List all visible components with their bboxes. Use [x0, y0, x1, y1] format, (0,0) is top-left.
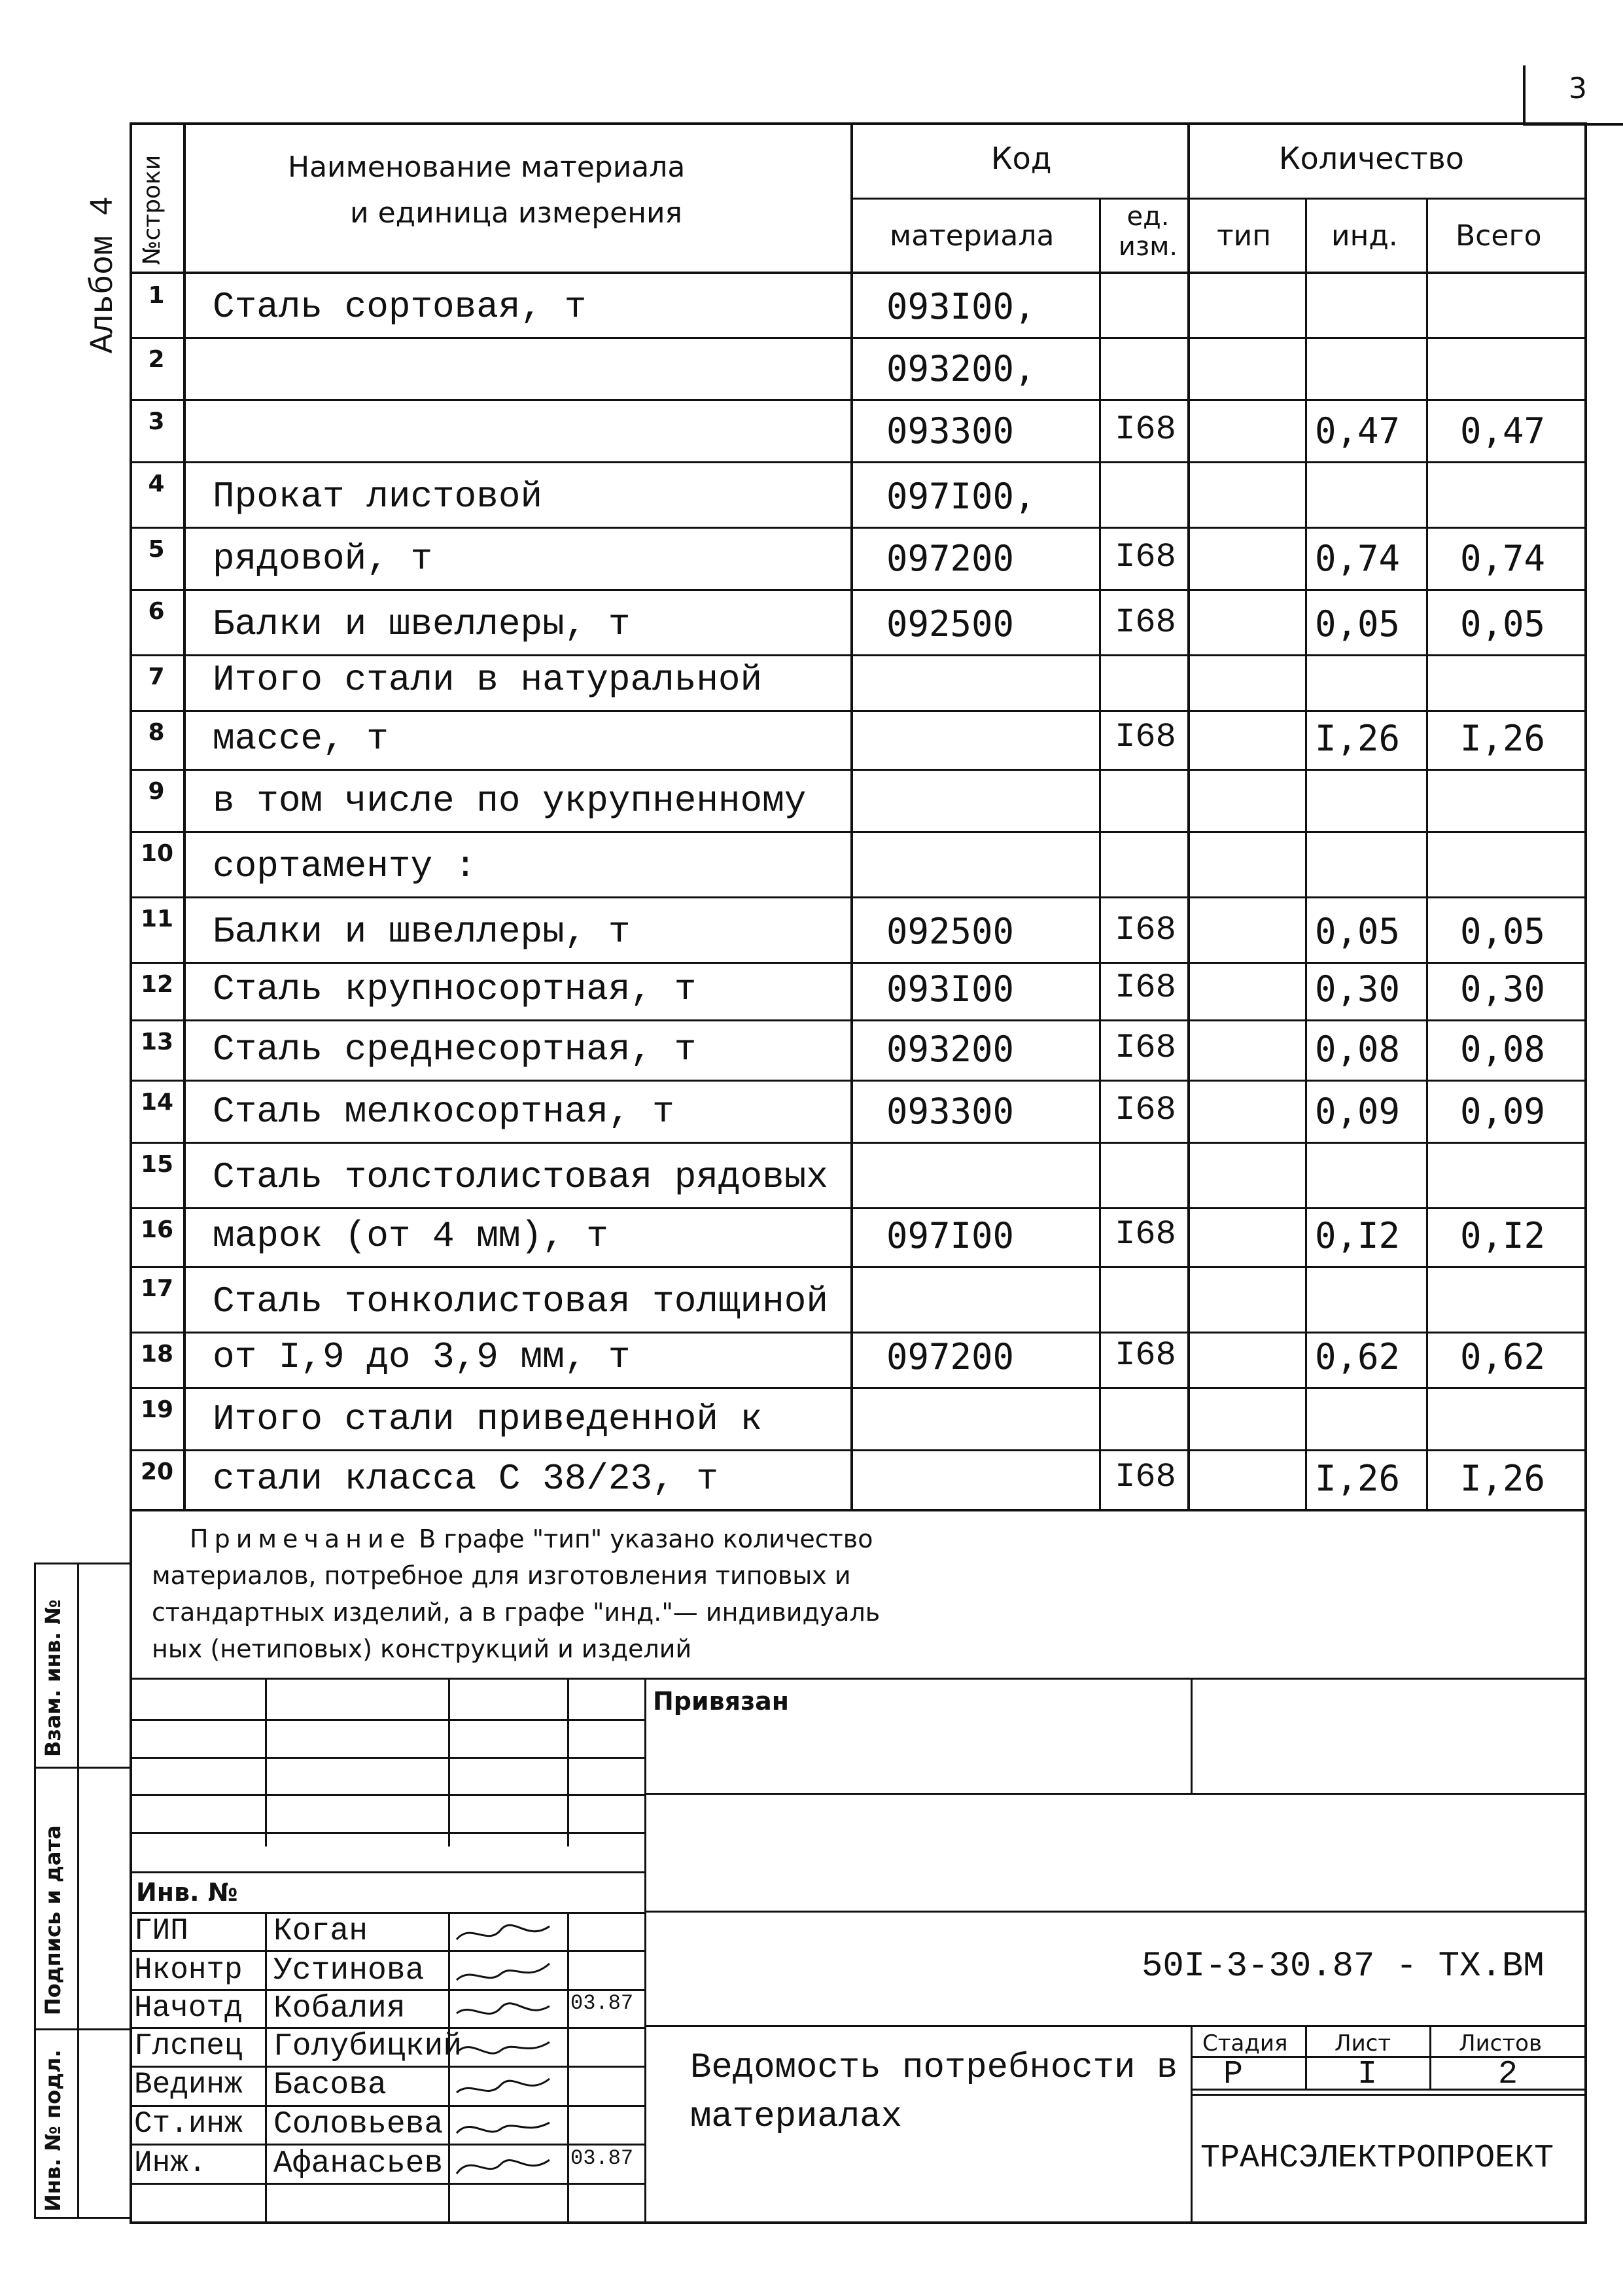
- material-name: Балки и швеллеры, т: [213, 911, 631, 953]
- row-number: 6: [148, 598, 165, 625]
- material-code: 092500: [886, 603, 1015, 645]
- qty-individual: 0,74: [1315, 538, 1401, 579]
- signature-scribble: [451, 2147, 563, 2184]
- qty-individual: 0,47: [1315, 410, 1401, 451]
- material-name: Балки и швеллеры, т: [213, 603, 631, 645]
- material-name: в том числе по укрупненному: [213, 780, 807, 822]
- header-code-unit: ед. изм.: [1118, 202, 1178, 262]
- row-divider: [130, 654, 1586, 656]
- staff-role: ГИП: [134, 1914, 188, 1948]
- staff-name: Голубицкий: [273, 2029, 462, 2064]
- qty-total: 0,05: [1460, 911, 1546, 952]
- staff-role: Ст.инж: [134, 2107, 243, 2141]
- staff-role: Глспец: [134, 2029, 243, 2063]
- qty-individual: 0,I2: [1315, 1215, 1401, 1256]
- material-name: Сталь среднесортная, т: [213, 1029, 697, 1070]
- sheets-label: Листов: [1459, 2030, 1543, 2057]
- row-divider: [130, 1080, 1586, 1082]
- album-label: Альбом 4: [85, 196, 122, 353]
- material-code: 097200: [886, 538, 1015, 579]
- material-code: 093I00,: [886, 286, 1036, 327]
- staff-date: 03.87: [570, 1991, 634, 2015]
- material-name: сортаменту :: [213, 845, 477, 887]
- qty-individual: I,26: [1315, 1458, 1401, 1499]
- row-divider: [130, 589, 1586, 591]
- unit-code: I68: [1115, 1091, 1176, 1129]
- material-name: стали класса С 38/23, т: [213, 1458, 718, 1500]
- material-code: 097I00: [886, 1215, 1015, 1256]
- material-code: 092500: [886, 911, 1015, 952]
- row-number: 2: [148, 346, 165, 373]
- document-code: 50I-3-30.87 - ТХ.ВМ: [1142, 1947, 1544, 1987]
- header-qty-group: Количество: [1279, 141, 1464, 176]
- header-code-material: материала: [890, 219, 1055, 253]
- staff-role: Инж.: [134, 2146, 207, 2180]
- qty-total: I,26: [1460, 718, 1546, 759]
- organization-name: ТРАНСЭЛЕКТРОПРОЕКТ: [1200, 2140, 1554, 2177]
- stage-value: Р: [1223, 2056, 1244, 2093]
- material-code: 097200: [886, 1336, 1015, 1377]
- qty-individual: 0,05: [1315, 911, 1401, 952]
- sheet-label: Лист: [1335, 2030, 1391, 2057]
- material-code: 097I00,: [886, 476, 1036, 517]
- material-name: Сталь тонколистовая толщиной: [213, 1280, 828, 1322]
- note-line-4: ных (нетиповых) конструкций и изделий: [152, 1634, 692, 1663]
- material-name: Сталь сортовая, т: [213, 286, 587, 328]
- header-name-line1: Наименование материала: [288, 150, 686, 184]
- material-name: Сталь мелкосортная, т: [213, 1091, 674, 1133]
- note-word: Примечание: [190, 1525, 411, 1553]
- qty-individual: 0,09: [1315, 1091, 1401, 1132]
- material-code: 093300: [886, 1091, 1015, 1132]
- privyazan-label: Привязан: [653, 1687, 790, 1716]
- qty-total: 0,62: [1460, 1336, 1546, 1377]
- unit-code: I68: [1115, 718, 1176, 756]
- row-divider: [130, 527, 1586, 529]
- row-divider: [130, 1449, 1586, 1451]
- staff-role: Начотд: [134, 1991, 243, 2025]
- staff-name: Соловьева: [273, 2107, 444, 2142]
- row-divider: [130, 1266, 1586, 1268]
- signature-scribble: [451, 2069, 563, 2106]
- qty-individual: 0,08: [1315, 1029, 1401, 1070]
- row-number: 5: [148, 536, 165, 563]
- row-number: 18: [141, 1341, 174, 1368]
- row-number: 3: [148, 408, 165, 435]
- row-number: 1: [148, 282, 165, 309]
- document-title-line2: материалах: [690, 2097, 903, 2137]
- material-name: Сталь крупносортная, т: [213, 968, 697, 1010]
- staff-name: Басова: [273, 2068, 387, 2103]
- signature-scribble: [451, 2030, 563, 2067]
- qty-individual: 0,05: [1315, 603, 1401, 645]
- signature-scribble: [451, 1915, 563, 1952]
- row-number: 7: [148, 663, 165, 690]
- signature-scribble: [451, 2108, 563, 2145]
- stage-label: Стадия: [1202, 2030, 1288, 2057]
- side-label-vzam-inv: Взам. инв. №: [41, 1599, 65, 1757]
- sheets-value: 2: [1498, 2056, 1518, 2093]
- row-number: 8: [148, 719, 165, 746]
- note-line-2: материалов, потребное для изготовления типовых и: [152, 1561, 851, 1590]
- row-divider: [130, 710, 1586, 712]
- unit-code: I68: [1115, 538, 1176, 576]
- qty-individual: I,26: [1315, 718, 1401, 759]
- header-qty-ind: инд.: [1331, 219, 1398, 253]
- sheet-value: I: [1357, 2056, 1378, 2093]
- row-divider: [130, 1142, 1586, 1144]
- row-number: 4: [148, 470, 165, 497]
- staff-name: Коган: [273, 1914, 368, 1949]
- row-divider: [130, 1207, 1586, 1209]
- row-number: 12: [141, 971, 174, 998]
- material-name: Итого стали в натуральной: [213, 659, 763, 701]
- side-label-inv-podl: Инв. № подл.: [41, 2049, 65, 2212]
- unit-code: I68: [1115, 1336, 1176, 1375]
- note-line-1: [190, 1525, 873, 1553]
- row-number: 14: [141, 1089, 174, 1116]
- material-code: 093200,: [886, 348, 1036, 389]
- qty-total: 0,08: [1460, 1029, 1546, 1070]
- qty-individual: 0,62: [1315, 1336, 1401, 1377]
- row-divider: [130, 399, 1586, 401]
- qty-total: 0,47: [1460, 410, 1546, 451]
- unit-code: I68: [1115, 1458, 1176, 1496]
- row-number: 19: [141, 1396, 174, 1423]
- header-qty-total: Всего: [1456, 219, 1542, 253]
- document-title-line1: Ведомость потребности в: [690, 2048, 1178, 2088]
- qty-total: 0,30: [1460, 968, 1546, 1010]
- row-divider: [130, 1332, 1586, 1333]
- page-number-divider: [1523, 65, 1526, 124]
- row-number: 13: [141, 1029, 174, 1055]
- material-name: массе, т: [213, 718, 389, 760]
- signature-scribble: [451, 1992, 563, 2029]
- qty-total: 0,05: [1460, 603, 1546, 645]
- material-code: 093I00: [886, 968, 1015, 1010]
- unit-code: I68: [1115, 968, 1176, 1007]
- qty-total: 0,74: [1460, 538, 1546, 579]
- material-name: Итого стали приведенной к: [213, 1398, 763, 1440]
- unit-code: I68: [1115, 410, 1176, 449]
- header-row-no: №строки: [139, 154, 166, 265]
- row-divider: [130, 962, 1586, 964]
- qty-total: 0,09: [1460, 1091, 1546, 1132]
- unit-code: I68: [1115, 911, 1176, 949]
- material-name: от I,9 до 3,9 мм, т: [213, 1336, 631, 1378]
- qty-total: 0,I2: [1460, 1215, 1546, 1256]
- staff-role: Вединж: [134, 2068, 243, 2102]
- row-divider: [130, 896, 1586, 898]
- unit-code: I68: [1115, 1029, 1176, 1067]
- inv-no-label: Инв. №: [136, 1878, 238, 1907]
- header-name-line2: и единица измерения: [350, 196, 683, 230]
- signature-scribble: [451, 1954, 563, 1991]
- material-code: 093300: [886, 410, 1015, 451]
- row-number: 16: [141, 1216, 174, 1243]
- note-line-1-text: В графе "тип" указано количество: [411, 1525, 873, 1553]
- staff-role: Нконтр: [134, 1953, 243, 1987]
- material-name: рядовой, т: [213, 538, 433, 580]
- page-number: 3: [1569, 72, 1587, 105]
- row-divider: [130, 1019, 1586, 1021]
- row-number: 20: [141, 1458, 174, 1485]
- staff-date: 03.87: [570, 2146, 634, 2170]
- material-code: 093200: [886, 1029, 1015, 1070]
- row-number: 11: [141, 906, 174, 932]
- side-label-podpis-data: Подпись и дата: [41, 1825, 65, 2015]
- row-number: 10: [141, 840, 174, 867]
- row-number: 17: [141, 1275, 174, 1302]
- note-line-3: стандартных изделий, а в графе "инд."— индивидуаль: [152, 1598, 881, 1627]
- staff-name: Афанасьев: [273, 2146, 444, 2181]
- header-code-group: Код: [991, 141, 1052, 176]
- material-name: марок (от 4 мм), т: [213, 1215, 608, 1257]
- staff-name: Устинова: [273, 1953, 425, 1988]
- qty-total: I,26: [1460, 1458, 1546, 1499]
- qty-individual: 0,30: [1315, 968, 1401, 1010]
- row-divider: [130, 461, 1586, 463]
- material-name: Прокат листовой: [213, 476, 543, 518]
- row-divider: [130, 831, 1586, 833]
- row-divider: [130, 337, 1586, 339]
- material-name: Сталь толстолистовая рядовых: [213, 1156, 828, 1198]
- header-qty-type: тип: [1217, 219, 1271, 253]
- row-number: 15: [141, 1151, 174, 1178]
- staff-name: Кобалия: [273, 1991, 406, 2026]
- row-divider: [130, 769, 1586, 771]
- unit-code: I68: [1115, 603, 1176, 642]
- row-number: 9: [148, 778, 165, 805]
- unit-code: I68: [1115, 1215, 1176, 1254]
- row-divider: [130, 1387, 1586, 1389]
